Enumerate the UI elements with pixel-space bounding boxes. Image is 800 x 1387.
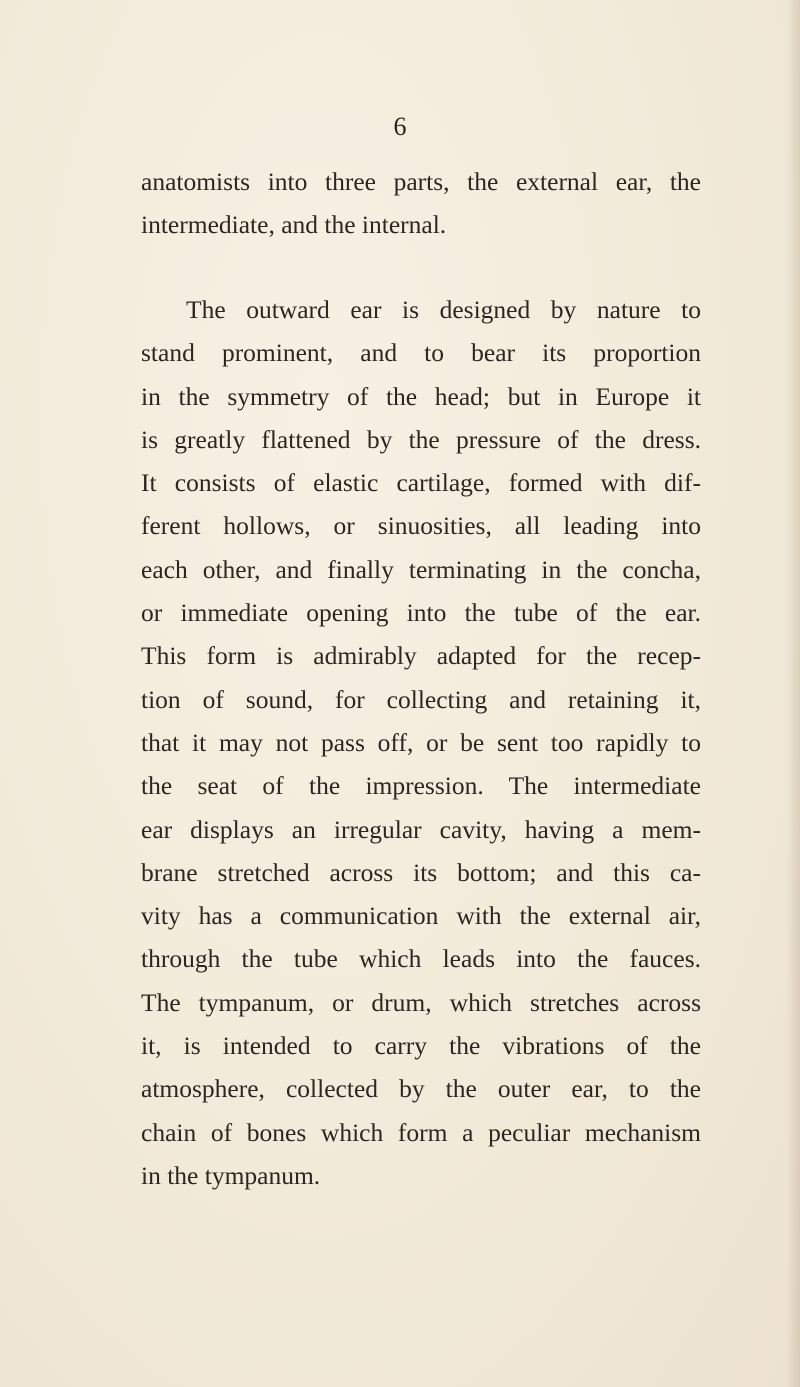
- text-line: chain of bones which form a peculiar mechanism: [141, 1117, 701, 1147]
- text-line: It consists of elastic cartilage, formed with dif-: [141, 468, 701, 498]
- text-line: vity has a communication with the external air,: [141, 901, 701, 931]
- text-line: The outward ear is designed by nature to: [186, 295, 701, 324]
- text-line: This form is admirably adapted for the recep-: [141, 641, 701, 671]
- paragraph-2: [141, 288, 701, 1197]
- text-line: in the tympanum.: [141, 1160, 321, 1190]
- text-line: ear displays an irregular cavity, having a mem-: [141, 814, 701, 844]
- text-line: is greatly flattened by the pressure of the dress.: [141, 424, 701, 454]
- paragraph-1: [141, 160, 701, 247]
- text-line: in the symmetry of the head; but in Europe it: [141, 381, 701, 411]
- text-line: the seat of the impression. The intermediate: [141, 771, 701, 801]
- text-line: atmosphere, collected by the outer ear, to the: [141, 1074, 701, 1104]
- text-line: that it may not pass off, or be sent too rapidly to: [141, 727, 701, 757]
- text-line: through the tube which leads into the fauces.: [141, 944, 701, 974]
- page-number: 6: [393, 112, 407, 141]
- text-line: or immediate opening into the tube of the ear.: [141, 598, 701, 628]
- text-line: The tympanum, or drum, which stretches across: [141, 987, 701, 1017]
- text-line: each other, and finally terminating in the concha,: [141, 554, 701, 584]
- text-line: it, is intended to carry the vibrations of the: [141, 1031, 701, 1061]
- page-edge-shadow: [786, 0, 800, 1387]
- text-line: tion of sound, for collecting and retaining it,: [141, 684, 701, 714]
- text-line: brane stretched across its bottom; and this ca-: [141, 857, 701, 887]
- text-line: ferent hollows, or sinuosities, all leading into: [141, 511, 701, 541]
- text-line: stand prominent, and to bear its proportion: [141, 338, 701, 368]
- text-line: anatomists into three parts, the external ear, the: [141, 167, 701, 196]
- text-line: intermediate, and the internal.: [141, 210, 447, 240]
